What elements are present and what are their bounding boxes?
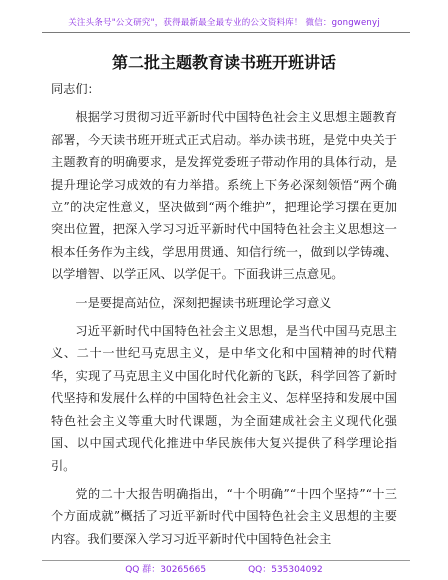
document-title: 第二批主题教育读书班开班讲话	[111, 53, 336, 72]
footer-divider	[42, 560, 410, 561]
body-paragraph-3: 党的二十大报告明确指出，“十个明确”“十四个坚持”“十三个方面成就”概括了习近平新时代中国特色社会主义思想的主要内容。我们要深入学习习近平新时代中国特色社会主	[51, 486, 397, 546]
footer-qq: QQ：535304092	[248, 565, 323, 575]
footer-contact	[0, 562, 448, 575]
footer-qq-group: QQ 群：30265665	[125, 565, 207, 575]
document-body	[51, 78, 397, 550]
header-divider	[42, 32, 410, 33]
body-paragraph-1: 根据学习贯彻习近平新时代中国特色社会主义思想主题教育部署，今天读书班开班式正式启动。举办读书班，是党中央关于主题教育的明确要求，是发挥党委班子带动作用的具体行动，是提升理论学习成效的有力举措。系统上下务必深刻领悟“两个确立”的决定性意义，坚决做到“两个维护”，把理论学习摆在更加突出位置，把深入学习习近平新时代中国特色社会主义思想这一根本任务作为主线，学思用贯通、知信行统一，做到以学铸魂、以学增智、以学正风、以学促干。下面我讲三点意见。	[51, 110, 397, 282]
header-note: 关注头条号"公文研究"，获得最新最全最专业的公文资料库！ 微信：gongwenyj	[68, 18, 380, 28]
body-paragraph-2: 习近平新时代中国特色社会主义思想，是当代中国马克思主义、二十一世纪马克思主义，是中华文化和中国精神的时代精华，实现了马克思主义中国化时代化新的飞跃，科学回答了新时代坚持和发展什么样的中国特色社会主义、怎样坚持和发展中国特色社会主义等重大时代课题，为全面建成社会主义现代化强国、以中国式现代化推进中华民族伟大复兴提供了科学理论指引。	[51, 324, 397, 473]
section-heading-1: 一是要提高站位，深刻把握读书班理论学习意义	[75, 295, 332, 310]
salutation: 同志们：	[51, 82, 100, 96]
